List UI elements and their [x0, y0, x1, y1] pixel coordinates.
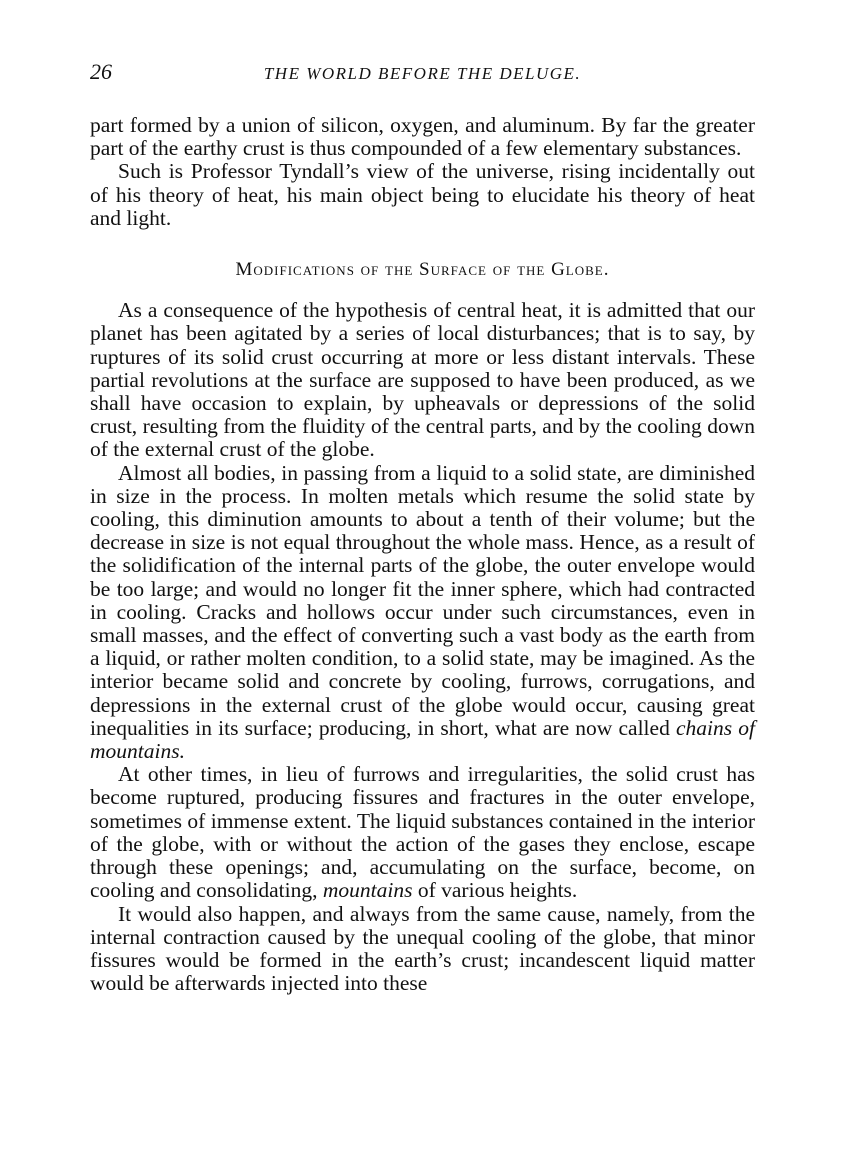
paragraph-fissures-text: At other times, in lieu of furrows and irregularities, the solid crust has become ruptured, producing fissures and fractures in the outer envelope, sometimes of immense extent. The liquid substances contained in the interior of the globe, with or without the action of the gases they enclose, escape through these openings; and, accumulating on the surface, become, on cooling and consolidating,: [90, 762, 755, 903]
emphasis-chains-of-mountains: chains of mountains.: [90, 715, 755, 764]
running-title: THE WORLD BEFORE THE DELUGE.: [263, 64, 582, 83]
book-page: [90, 60, 755, 995]
paragraph-continued: part formed by a union of silicon, oxygen, and aluminum. By far the greater part of the earthy crust is thus compounded of a few elementary substances.: [90, 113, 755, 161]
emphasis-mountains: mountains: [322, 878, 413, 903]
paragraph-tyndall: Such is Professor Tyndall’s view of the universe, rising incidentally out of his theory of heat, his main object being to elucidate his theory of heat and light.: [90, 159, 755, 230]
paragraph-contraction-text: Almost all bodies, in passing from a liquid to a solid state, are diminished in size in the process. In molten metals which resume the solid state by cooling, this diminution amounts to about a tenth of their volume; but the decrease in size is not equal throughout the whole mass. Hence, as a result of the solidification of the internal parts of the globe, the outer envelope would be too large; and would no longer fit the inner sphere, which had contracted in cooling. Cracks and hollows occur under such circumstances, even in small masses, and the effect of converting such a vast body as the earth from a liquid, or rather molten condition, to a solid state, may be imagined. As the interior became solid and concrete by cooling, furrows, corrugations, and depressions in the external crust of the globe would occur, causing great inequalities in its surface; producing, in short, what are now called: [90, 460, 755, 740]
page-number: 26: [90, 59, 112, 84]
paragraph-minor-fissures: It would also happen, and always from the same cause, namely, from the internal contraction caused by the unequal cooling of the globe, that minor fissures would be formed in the earth’s crust; incandescent liquid matter would be afterwards injected into these: [90, 901, 755, 996]
paragraph-contraction: [90, 462, 755, 764]
paragraph-fissures: [90, 763, 755, 902]
paragraph-central-heat: As a consequence of the hypothesis of central heat, it is admitted that our planet has been agitated by a series of local disturbances; that is to say, by ruptures of its solid crust occurring at more or less distant intervals. These partial revolutions at the surface are supposed to have been produced, as we shall have occasion to explain, by upheavals or depressions of the solid crust, resulting from the fluidity of the central parts, and by the cooling down of the external crust of the globe.: [90, 298, 755, 462]
page-header: [90, 60, 755, 90]
section-heading: Modifications of the Surface of the Globe.: [235, 259, 610, 281]
paragraph-fissures-tail: of various heights.: [412, 878, 578, 903]
